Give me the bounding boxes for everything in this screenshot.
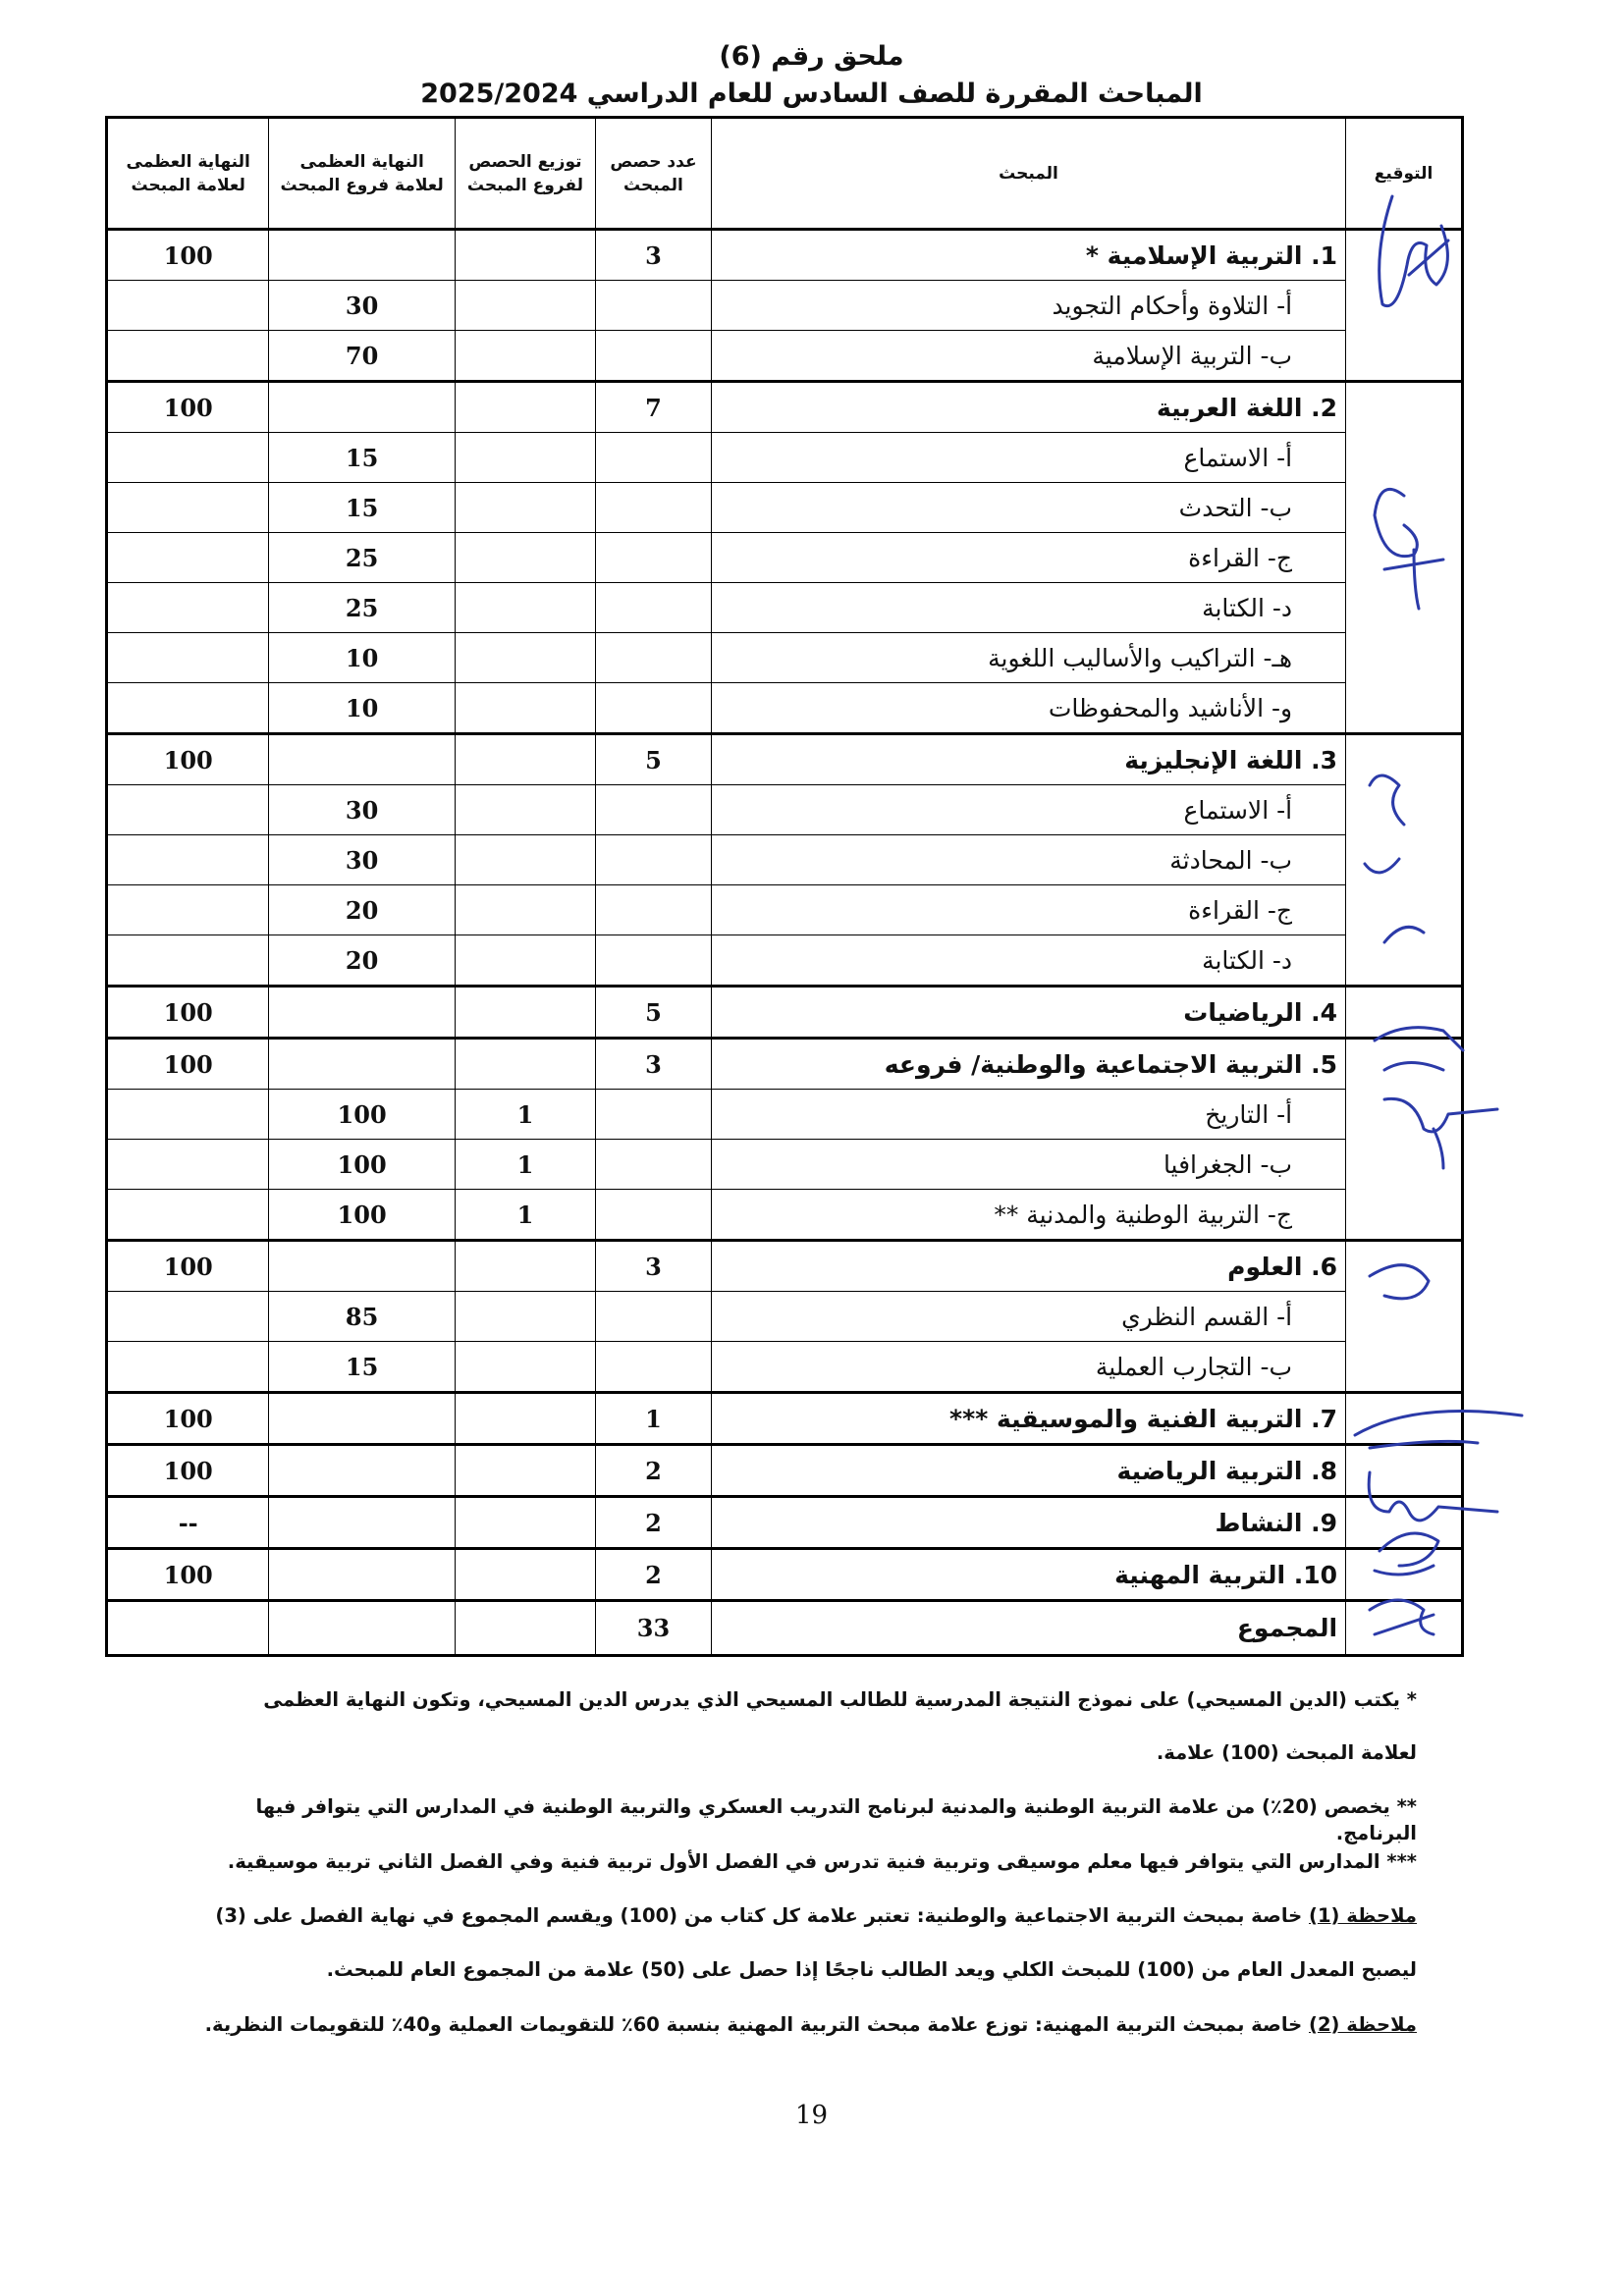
periods-value	[595, 331, 711, 382]
distribution-value	[455, 1497, 595, 1549]
periods-value	[595, 1140, 711, 1190]
branch-max-value: 15	[269, 483, 456, 533]
periods-value	[595, 281, 711, 331]
signature-cell	[1346, 230, 1463, 382]
col-distribution: توزيع الحصص لفروع المبحث	[455, 118, 595, 230]
branch-max-value: 10	[269, 683, 456, 734]
distribution-value	[455, 382, 595, 433]
empty-cell	[269, 1601, 456, 1656]
periods-value: 3	[595, 230, 711, 281]
distribution-value: 1	[455, 1090, 595, 1140]
subject-row	[107, 382, 1463, 433]
branch-max-value	[269, 382, 456, 433]
branch-max-value: 30	[269, 281, 456, 331]
branch-row	[107, 533, 1463, 583]
branch-max-value	[269, 230, 456, 281]
subject-name: 5. التربية الاجتماعية والوطنية/ فروعه	[711, 1039, 1345, 1090]
periods-value	[595, 583, 711, 633]
subject-row	[107, 1393, 1463, 1445]
page-number: 19	[794, 2101, 829, 2130]
subject-name: ب- الجغرافيا	[711, 1140, 1345, 1190]
branch-row	[107, 633, 1463, 683]
periods-value	[595, 533, 711, 583]
subject-row	[107, 1549, 1463, 1601]
subject-max-value	[107, 1190, 269, 1241]
periods-value	[595, 785, 711, 835]
branch-row	[107, 331, 1463, 382]
signature-cell	[1346, 1601, 1463, 1656]
periods-value: 5	[595, 987, 711, 1039]
distribution-value	[455, 1241, 595, 1292]
branch-row	[107, 785, 1463, 835]
distribution-value	[455, 1445, 595, 1497]
branch-row	[107, 483, 1463, 533]
subject-max-value	[107, 1292, 269, 1342]
distribution-value	[455, 483, 595, 533]
subject-name: ب- المحادثة	[711, 835, 1345, 885]
distribution-value: 1	[455, 1140, 595, 1190]
periods-value: 2	[595, 1549, 711, 1601]
subject-name: د- الكتابة	[711, 935, 1345, 987]
signature-cell	[1346, 1445, 1463, 1497]
subject-name: 1. التربية الإسلامية *	[711, 230, 1345, 281]
subject-max-value: 100	[107, 382, 269, 433]
periods-value: 5	[595, 734, 711, 785]
branch-max-value: 100	[269, 1190, 456, 1241]
note-4	[199, 1902, 1417, 1929]
note-2: ** يخصص (20٪) من علامة التربية الوطنية والمدنية لبرنامج التدريب العسكري والتربية الوطنية في المدارس التي يتوافر فيها البرنامج.	[255, 1795, 1417, 1844]
subject-name: 9. النشاط	[711, 1497, 1345, 1549]
branch-row	[107, 835, 1463, 885]
subject-name: أ- التاريخ	[711, 1090, 1345, 1140]
total-periods: 33	[595, 1601, 711, 1656]
subject-max-value: 100	[107, 1393, 269, 1445]
branch-max-value: 15	[269, 433, 456, 483]
subject-max-value	[107, 281, 269, 331]
distribution-value	[455, 835, 595, 885]
subject-max-value: 100	[107, 1241, 269, 1292]
col-subject: المبحث	[711, 118, 1345, 230]
note-4-cont: ليصبح المعدل العام من (100) للمبحث الكلي ويعد الطالب ناجحًا إذا حصل على (50) علامة من المجموع العام للمبحث.	[326, 1958, 1417, 1981]
subject-max-value: 100	[107, 734, 269, 785]
distribution-value	[455, 734, 595, 785]
subject-max-value	[107, 583, 269, 633]
distribution-value	[455, 583, 595, 633]
subject-name: 6. العلوم	[711, 1241, 1345, 1292]
subject-max-value	[107, 331, 269, 382]
subject-name: ب- التربية الإسلامية	[711, 331, 1345, 382]
branch-max-value: 85	[269, 1292, 456, 1342]
signature-cell	[1346, 1039, 1463, 1241]
distribution-value	[455, 1342, 595, 1393]
distribution-value	[455, 633, 595, 683]
note-3: *** المدارس التي يتوافر فيها معلم موسيقى وتربية فنية تدرس في الفصل الأول تربية فنية وفي الفصل الثاني تربية موسيقية.	[227, 1850, 1417, 1873]
subject-name: ج- القراءة	[711, 533, 1345, 583]
branch-row	[107, 583, 1463, 633]
subject-max-value	[107, 785, 269, 835]
col-periods: عدد حصص المبحث	[595, 118, 711, 230]
branch-max-value	[269, 1497, 456, 1549]
signature-cell	[1346, 1549, 1463, 1601]
subject-name: أ- القسم النظري	[711, 1292, 1345, 1342]
subject-max-value: 100	[107, 1549, 269, 1601]
branch-row	[107, 1292, 1463, 1342]
branch-max-value	[269, 734, 456, 785]
distribution-value	[455, 533, 595, 583]
page-subtitle: المباحث المقررة للصف السادس للعام الدراسي 2025/2024	[420, 79, 1203, 109]
subject-name: ج- القراءة	[711, 885, 1345, 935]
subject-name: ب- التحدث	[711, 483, 1345, 533]
subject-max-value: 100	[107, 230, 269, 281]
note-1-cont: لعلامة المبحث (100) علامة.	[1156, 1741, 1417, 1764]
branch-row	[107, 1090, 1463, 1140]
periods-value	[595, 433, 711, 483]
subject-max-value	[107, 885, 269, 935]
empty-cell	[107, 1601, 269, 1656]
subject-max-value	[107, 683, 269, 734]
table-header-row	[107, 118, 1463, 230]
periods-value	[595, 1342, 711, 1393]
subject-max-value	[107, 433, 269, 483]
note-5	[199, 2011, 1417, 2038]
periods-value: 3	[595, 1039, 711, 1090]
distribution-value	[455, 885, 595, 935]
periods-value	[595, 935, 711, 987]
col-signature: التوقيع	[1346, 118, 1463, 230]
branch-max-value	[269, 987, 456, 1039]
empty-cell	[455, 1601, 595, 1656]
distribution-value	[455, 281, 595, 331]
periods-value	[595, 1292, 711, 1342]
subject-row	[107, 734, 1463, 785]
note-4-label: ملاحظة (1)	[1309, 1904, 1417, 1927]
branch-max-value: 30	[269, 835, 456, 885]
signature-cell	[1346, 1241, 1463, 1393]
note-5-label: ملاحظة (2)	[1309, 2013, 1417, 2036]
branch-max-value: 30	[269, 785, 456, 835]
subject-name: أ- الاستماع	[711, 785, 1345, 835]
subject-name: د- الكتابة	[711, 583, 1345, 633]
branch-max-value: 15	[269, 1342, 456, 1393]
branch-row	[107, 281, 1463, 331]
branch-row	[107, 1342, 1463, 1393]
subject-name: أ- الاستماع	[711, 433, 1345, 483]
distribution-value	[455, 1393, 595, 1445]
distribution-value	[455, 683, 595, 734]
subject-row	[107, 230, 1463, 281]
subject-name: أ- التلاوة وأحكام التجويد	[711, 281, 1345, 331]
subject-row	[107, 1445, 1463, 1497]
branch-max-value: 25	[269, 583, 456, 633]
subject-row	[107, 1241, 1463, 1292]
subject-row	[107, 1039, 1463, 1090]
subject-max-value	[107, 533, 269, 583]
branch-row	[107, 433, 1463, 483]
subject-name: 8. التربية الرياضية	[711, 1445, 1345, 1497]
distribution-value	[455, 1549, 595, 1601]
branch-max-value	[269, 1445, 456, 1497]
branch-max-value: 25	[269, 533, 456, 583]
subject-name: ب- التجارب العملية	[711, 1342, 1345, 1393]
subjects-table	[105, 116, 1464, 1657]
signature-cell	[1346, 1497, 1463, 1549]
branch-max-value	[269, 1393, 456, 1445]
subject-name: 7. التربية الفنية والموسيقية ***	[711, 1393, 1345, 1445]
branch-max-value: 100	[269, 1090, 456, 1140]
periods-value: 2	[595, 1445, 711, 1497]
subject-max-value: 100	[107, 1445, 269, 1497]
branch-row	[107, 683, 1463, 734]
periods-value	[595, 885, 711, 935]
col-subject-max: النهاية العظمى لعلامة المبحث	[107, 118, 269, 230]
periods-value	[595, 683, 711, 734]
branch-row	[107, 935, 1463, 987]
subject-row	[107, 1497, 1463, 1549]
note-5-text: خاصة بمبحث التربية المهنية: توزع علامة مبحث التربية المهنية بنسبة 60٪ للتقويمات العملية و40٪ للتقويمات النظرية.	[204, 2013, 1303, 2036]
distribution-value	[455, 1292, 595, 1342]
subject-max-value: --	[107, 1497, 269, 1549]
total-row	[107, 1601, 1463, 1656]
subject-name: و- الأناشيد والمحفوظات	[711, 683, 1345, 734]
distribution-value	[455, 433, 595, 483]
subject-max-value	[107, 1342, 269, 1393]
branch-row	[107, 1140, 1463, 1190]
subject-max-value	[107, 633, 269, 683]
branch-max-value: 20	[269, 885, 456, 935]
branch-max-value: 70	[269, 331, 456, 382]
branch-max-value: 100	[269, 1140, 456, 1190]
annex-title: ملحق رقم (6)	[719, 41, 904, 72]
col-branch-max: النهاية العظمى لعلامة فروع المبحث	[269, 118, 456, 230]
subject-max-value	[107, 1090, 269, 1140]
note-4-text: خاصة بمبحث التربية الاجتماعية والوطنية: تعتبر علامة كل كتاب من (100) ويقسم المجموع في نهاية الفصل على (3)	[215, 1904, 1303, 1927]
distribution-value	[455, 230, 595, 281]
branch-max-value	[269, 1039, 456, 1090]
distribution-value	[455, 935, 595, 987]
subject-name: 4. الرياضيات	[711, 987, 1345, 1039]
note-1: * يكتب (الدين المسيحي) على نموذج النتيجة المدرسية للطالب المسيحي الذي يدرس الدين المسيحي، وتكون النهاية العظمى	[263, 1688, 1417, 1711]
periods-value	[595, 1190, 711, 1241]
distribution-value	[455, 987, 595, 1039]
subject-max-value	[107, 1140, 269, 1190]
periods-value: 7	[595, 382, 711, 433]
subject-name: هـ- التراكيب والأساليب اللغوية	[711, 633, 1345, 683]
subject-name: 2. اللغة العربية	[711, 382, 1345, 433]
distribution-value: 1	[455, 1190, 595, 1241]
total-label: المجموع	[711, 1601, 1345, 1656]
table-body	[107, 230, 1463, 1656]
signature-cell	[1346, 734, 1463, 987]
periods-value	[595, 483, 711, 533]
branch-row	[107, 1190, 1463, 1241]
periods-value: 3	[595, 1241, 711, 1292]
periods-value	[595, 835, 711, 885]
signature-cell	[1346, 987, 1463, 1039]
subject-max-value: 100	[107, 1039, 269, 1090]
periods-value	[595, 633, 711, 683]
branch-max-value: 20	[269, 935, 456, 987]
subject-max-value	[107, 935, 269, 987]
subject-name: ج- التربية الوطنية والمدنية **	[711, 1190, 1345, 1241]
signature-cell	[1346, 1393, 1463, 1445]
signature-cell	[1346, 382, 1463, 734]
subject-row	[107, 987, 1463, 1039]
periods-value: 1	[595, 1393, 711, 1445]
subject-name: 10. التربية المهنية	[711, 1549, 1345, 1601]
subject-max-value	[107, 835, 269, 885]
branch-max-value	[269, 1241, 456, 1292]
subject-max-value: 100	[107, 987, 269, 1039]
subject-max-value	[107, 483, 269, 533]
distribution-value	[455, 331, 595, 382]
subject-name: 3. اللغة الإنجليزية	[711, 734, 1345, 785]
distribution-value	[455, 1039, 595, 1090]
periods-value: 2	[595, 1497, 711, 1549]
branch-max-value: 10	[269, 633, 456, 683]
branch-max-value	[269, 1549, 456, 1601]
distribution-value	[455, 785, 595, 835]
branch-row	[107, 885, 1463, 935]
periods-value	[595, 1090, 711, 1140]
